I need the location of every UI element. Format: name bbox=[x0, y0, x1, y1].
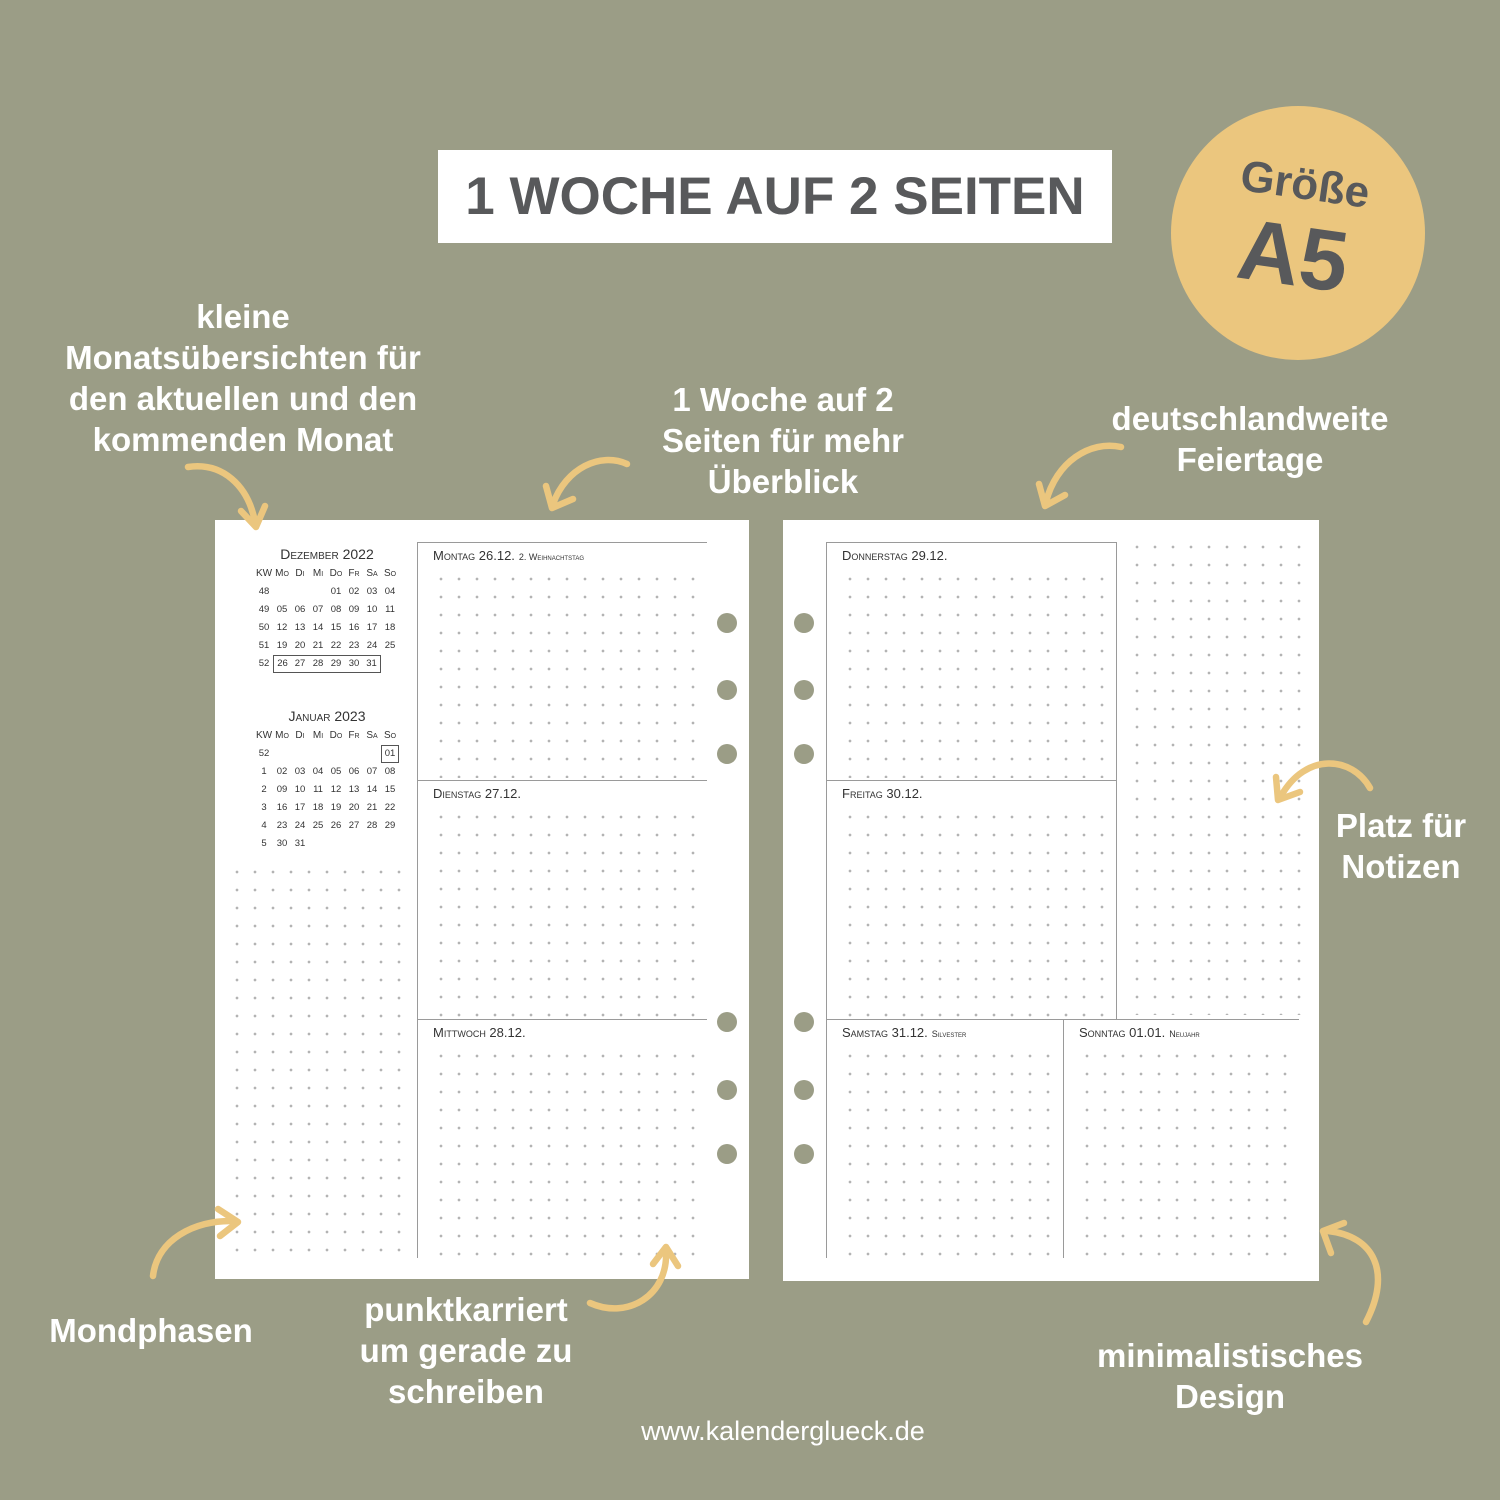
calendar-day: 30 bbox=[276, 838, 288, 849]
day-box-donnerstag bbox=[826, 542, 1117, 780]
notes-dot-grid bbox=[1128, 538, 1303, 1015]
calendar-day: 19 bbox=[330, 802, 342, 813]
planner-page-right bbox=[783, 520, 1319, 1281]
calendar-day: 18 bbox=[312, 802, 324, 813]
calendar-day: 22 bbox=[330, 640, 342, 651]
calendar-day bbox=[345, 745, 363, 763]
calendar-week-number: 2 bbox=[261, 784, 267, 795]
day-heading bbox=[433, 786, 521, 802]
calendar-day: 06 bbox=[294, 604, 306, 615]
calendar-week-row bbox=[255, 835, 399, 853]
calendar-weekday-header: Do bbox=[329, 568, 343, 579]
calendar-day: 03 bbox=[366, 586, 378, 597]
annotation-line: Notizen bbox=[1341, 848, 1461, 885]
calendar-week-number: 3 bbox=[261, 802, 267, 813]
binder-hole bbox=[717, 613, 737, 633]
calendar-weekday-header: Mi bbox=[312, 730, 324, 741]
calendar-day bbox=[291, 583, 309, 601]
calendar-day: 29 bbox=[384, 820, 396, 831]
calendar-day bbox=[381, 655, 399, 673]
size-badge-value: A5 bbox=[1231, 200, 1355, 312]
calendar-day bbox=[381, 835, 399, 853]
calendar-day: 17 bbox=[294, 802, 306, 813]
binder-hole bbox=[794, 680, 814, 700]
arrow-feiertage-head-icon bbox=[1039, 484, 1065, 506]
calendar-week-number: 4 bbox=[261, 820, 267, 831]
calendar-day: 16 bbox=[276, 802, 288, 813]
calendar-day: 15 bbox=[384, 784, 396, 795]
calendar-day: 09 bbox=[348, 604, 360, 615]
day-label: Samstag 31.12. bbox=[842, 1025, 928, 1040]
annotation-line: Design bbox=[1174, 1378, 1286, 1415]
calendar-day: 07 bbox=[312, 604, 324, 615]
calendar-day: 03 bbox=[294, 766, 306, 777]
binder-hole bbox=[717, 1144, 737, 1164]
dot-grid bbox=[841, 1047, 1061, 1256]
calendar-week-header: KW bbox=[255, 730, 273, 741]
annotation-line: Monatsübersichten für bbox=[65, 339, 421, 376]
day-heading bbox=[1079, 1025, 1200, 1041]
annotation-line: Seiten für mehr bbox=[661, 422, 905, 459]
calendar-day: 12 bbox=[330, 784, 342, 795]
day-box-freitag bbox=[826, 780, 1117, 1019]
calendar-day: 05 bbox=[330, 766, 342, 777]
dot-grid bbox=[432, 570, 705, 778]
annotation-line: Feiertage bbox=[1176, 441, 1324, 478]
calendar-day: 26 bbox=[330, 820, 342, 831]
calendar-weekday-header: Mo bbox=[275, 730, 289, 741]
day-heading bbox=[842, 786, 923, 802]
calendar-day: 06 bbox=[348, 766, 360, 777]
annotation-line: schreiben bbox=[388, 1373, 544, 1410]
calendar-day: 10 bbox=[366, 604, 378, 615]
calendar-day bbox=[291, 745, 309, 763]
mini-calendar-title: Dezember 2022 bbox=[280, 546, 374, 562]
calendar-day: 25 bbox=[384, 640, 396, 651]
moon-phase-dot-grid bbox=[228, 863, 408, 1259]
calendar-day: 02 bbox=[348, 586, 360, 597]
calendar-day: 11 bbox=[385, 604, 395, 615]
calendar-day bbox=[309, 583, 327, 601]
mini-calendar-header bbox=[255, 727, 399, 745]
calendar-day: 04 bbox=[312, 766, 324, 777]
calendar-week-number: 1 bbox=[261, 766, 267, 777]
day-label: Sonntag 01.01. bbox=[1079, 1025, 1166, 1040]
calendar-week-number: 48 bbox=[258, 586, 270, 597]
calendar-day: 11 bbox=[313, 784, 323, 795]
binder-hole bbox=[717, 744, 737, 764]
calendar-day: 19 bbox=[276, 640, 288, 651]
day-heading bbox=[842, 548, 947, 564]
day-heading bbox=[842, 1025, 966, 1041]
calendar-day: 21 bbox=[312, 640, 324, 651]
binder-hole bbox=[717, 680, 737, 700]
day-label: Montag 26.12. bbox=[433, 548, 515, 563]
calendar-day: 22 bbox=[384, 802, 396, 813]
calendar-week-row bbox=[255, 601, 399, 619]
calendar-day: 01 bbox=[381, 745, 399, 763]
calendar-day bbox=[363, 745, 381, 763]
arrow-monatsuebersichten-icon bbox=[188, 466, 255, 522]
calendar-day bbox=[273, 745, 291, 763]
calendar-day: 26 bbox=[273, 655, 291, 673]
annotation-line: minimalistisches bbox=[1097, 1337, 1363, 1374]
annotation-woche bbox=[633, 379, 933, 502]
annotation-punktkarriert bbox=[316, 1289, 616, 1412]
title-banner bbox=[438, 150, 1112, 243]
calendar-day: 09 bbox=[276, 784, 288, 795]
dot-grid bbox=[841, 808, 1114, 1017]
binder-hole bbox=[794, 1012, 814, 1032]
annotation-line: deutschlandweite bbox=[1111, 400, 1389, 437]
arrow-design-head-icon bbox=[1323, 1223, 1344, 1253]
dot-grid bbox=[1078, 1047, 1297, 1256]
calendar-day: 25 bbox=[312, 820, 324, 831]
calendar-day: 20 bbox=[294, 640, 306, 651]
calendar-day: 14 bbox=[312, 622, 324, 633]
calendar-day: 15 bbox=[330, 622, 342, 633]
binder-hole bbox=[794, 744, 814, 764]
binder-hole bbox=[717, 1080, 737, 1100]
dot-grid bbox=[841, 570, 1114, 778]
calendar-weekday-header: Mo bbox=[275, 568, 289, 579]
calendar-day: 29 bbox=[327, 655, 345, 673]
calendar-day: 27 bbox=[348, 820, 360, 831]
calendar-week-row bbox=[255, 637, 399, 655]
calendar-day: 30 bbox=[345, 655, 363, 673]
calendar-weekday-header: Do bbox=[329, 730, 343, 741]
annotation-mondphasen bbox=[31, 1310, 271, 1351]
dot-grid bbox=[432, 1047, 705, 1256]
calendar-week-number: 52 bbox=[258, 658, 270, 669]
day-box-montag bbox=[417, 542, 707, 780]
calendar-day: 17 bbox=[366, 622, 378, 633]
annotation-line: kommenden Monat bbox=[92, 421, 394, 458]
annotation-feiertage bbox=[1100, 398, 1400, 480]
annotation-line: punktkarriert bbox=[364, 1291, 568, 1328]
calendar-day: 24 bbox=[366, 640, 378, 651]
annotation-line: um gerade zu bbox=[359, 1332, 573, 1369]
planner-page-left bbox=[215, 520, 749, 1279]
calendar-weekday-header: So bbox=[383, 730, 397, 741]
calendar-week-row bbox=[255, 799, 399, 817]
calendar-day: 13 bbox=[294, 622, 306, 633]
dot-grid bbox=[432, 808, 705, 1017]
page-title: 1 WOCHE AUF 2 SEITEN bbox=[465, 167, 1085, 226]
calendar-week-row bbox=[255, 781, 399, 799]
arrow-woche-icon bbox=[553, 460, 627, 504]
binder-hole bbox=[794, 1080, 814, 1100]
calendar-day: 20 bbox=[348, 802, 360, 813]
day-heading bbox=[433, 1025, 526, 1041]
calendar-weekday-header: Fr bbox=[348, 730, 360, 741]
holiday-label: 2. Weihnachtstag bbox=[518, 552, 584, 562]
calendar-day: 27 bbox=[291, 655, 309, 673]
day-box-sonntag bbox=[1063, 1019, 1299, 1258]
mini-calendar-title: Januar 2023 bbox=[288, 708, 366, 724]
calendar-week-number: 52 bbox=[258, 748, 270, 759]
day-box-dienstag bbox=[417, 780, 707, 1019]
holiday-label: Neujahr bbox=[1169, 1029, 1200, 1039]
calendar-week-row bbox=[255, 745, 399, 763]
annotation-monatsuebersichten bbox=[33, 296, 453, 460]
calendar-day bbox=[327, 835, 345, 853]
website-url: www.kalenderglueck.de bbox=[641, 1416, 925, 1446]
calendar-day: 01 bbox=[330, 586, 342, 597]
day-box-samstag bbox=[826, 1019, 1063, 1258]
calendar-week-row bbox=[255, 655, 399, 673]
annotation-line: den aktuellen und den bbox=[68, 380, 418, 417]
day-label: Donnerstag 29.12. bbox=[842, 548, 948, 563]
binder-hole bbox=[794, 1144, 814, 1164]
arrow-woche-head-icon bbox=[546, 486, 573, 508]
annotation-line: 1 Woche auf 2 bbox=[672, 381, 894, 418]
size-badge-label: Größe bbox=[1237, 151, 1373, 218]
calendar-day: 04 bbox=[384, 586, 396, 597]
mini-calendar-january bbox=[255, 706, 399, 853]
day-heading bbox=[433, 548, 584, 564]
annotation-notizen bbox=[1311, 805, 1491, 887]
calendar-weekday-header: Di bbox=[295, 730, 305, 741]
calendar-weekday-header: Fr bbox=[348, 568, 360, 579]
calendar-day: 08 bbox=[384, 766, 396, 777]
calendar-day: 08 bbox=[330, 604, 342, 615]
calendar-week-row bbox=[255, 619, 399, 637]
calendar-day: 28 bbox=[309, 655, 327, 673]
annotation-line: Überblick bbox=[707, 463, 859, 500]
calendar-week-number: 51 bbox=[258, 640, 270, 651]
calendar-weekday-header: Di bbox=[295, 568, 305, 579]
annotation-line: Platz für bbox=[1335, 807, 1467, 844]
calendar-week-number: 49 bbox=[258, 604, 270, 615]
calendar-day: 02 bbox=[276, 766, 288, 777]
calendar-day bbox=[309, 835, 327, 853]
calendar-day bbox=[345, 835, 363, 853]
mini-calendar-header bbox=[255, 565, 399, 583]
calendar-weekday-header: So bbox=[383, 568, 397, 579]
calendar-week-header: KW bbox=[255, 568, 273, 579]
calendar-day: 14 bbox=[366, 784, 378, 795]
binder-hole bbox=[794, 613, 814, 633]
calendar-weekday-header: Sa bbox=[366, 730, 378, 741]
calendar-week-row bbox=[255, 817, 399, 835]
day-label: Dienstag 27.12. bbox=[433, 786, 521, 801]
calendar-day bbox=[309, 745, 327, 763]
annotation-line: kleine bbox=[196, 298, 290, 335]
day-box-mittwoch bbox=[417, 1019, 707, 1258]
calendar-day: 13 bbox=[348, 784, 360, 795]
day-label: Mittwoch 28.12. bbox=[433, 1025, 526, 1040]
calendar-day: 18 bbox=[384, 622, 396, 633]
calendar-day: 21 bbox=[366, 802, 378, 813]
calendar-weekday-header: Mi bbox=[312, 568, 324, 579]
calendar-day: 07 bbox=[366, 766, 378, 777]
calendar-week-row bbox=[255, 583, 399, 601]
calendar-weekday-header: Sa bbox=[366, 568, 378, 579]
calendar-day: 31 bbox=[363, 655, 381, 673]
mini-calendar-december bbox=[255, 544, 399, 673]
calendar-day: 12 bbox=[276, 622, 288, 633]
calendar-day bbox=[363, 835, 381, 853]
calendar-day: 05 bbox=[276, 604, 288, 615]
calendar-day: 10 bbox=[294, 784, 306, 795]
holiday-label: Silvester bbox=[931, 1029, 967, 1039]
arrow-design-icon bbox=[1328, 1231, 1378, 1322]
annotation-line: Mondphasen bbox=[49, 1312, 253, 1349]
calendar-week-number: 50 bbox=[258, 622, 270, 633]
calendar-week-row bbox=[255, 763, 399, 781]
binder-hole bbox=[717, 1012, 737, 1032]
calendar-day: 23 bbox=[276, 820, 288, 831]
calendar-day bbox=[327, 745, 345, 763]
calendar-day: 31 bbox=[294, 838, 306, 849]
calendar-day: 16 bbox=[348, 622, 360, 633]
calendar-week-number: 5 bbox=[261, 838, 267, 849]
calendar-day: 23 bbox=[348, 640, 360, 651]
calendar-day: 28 bbox=[366, 820, 378, 831]
day-label: Freitag 30.12. bbox=[842, 786, 923, 801]
calendar-day bbox=[273, 583, 291, 601]
annotation-design bbox=[1080, 1335, 1380, 1417]
calendar-day: 24 bbox=[294, 820, 306, 831]
